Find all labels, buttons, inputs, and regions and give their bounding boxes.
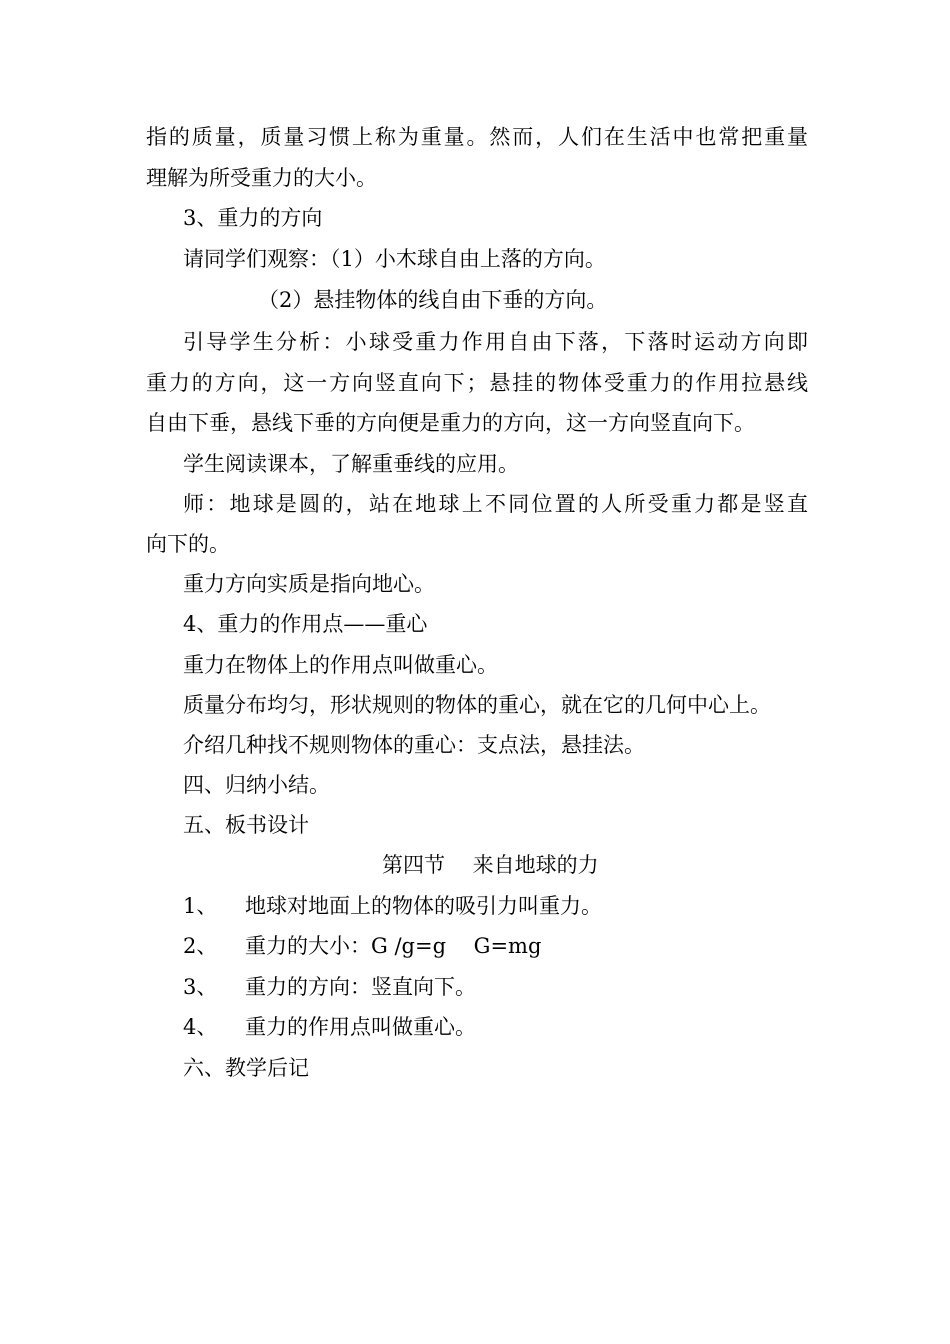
paragraph-line: 重力在物体上的作用点叫做重心。 [183, 653, 498, 677]
paragraph-line: 指的质量，质量习惯上称为重量。然而，人们在生活中也常把重量 [146, 125, 808, 149]
paragraph-line: 介绍几种找不规则物体的重心：支点法，悬挂法。 [183, 733, 645, 757]
board-item [183, 973, 476, 1001]
board-item-number: 3、 [183, 975, 218, 999]
board-item [183, 932, 541, 960]
board-item-text: 地球对地面上的物体的吸引力叫重力。 [245, 894, 602, 918]
paragraph-line: 质量分布均匀，形状规则的物体的重心，就在它的几何中心上。 [183, 693, 771, 717]
section-heading: 六、教学后记 [183, 1056, 309, 1080]
paragraph-line: 重力的方向，这一方向竖直向下；悬挂的物体受重力的作用拉悬线 [146, 371, 808, 395]
paragraph-line: 理解为所受重力的大小。 [146, 166, 377, 190]
board-item-number: 1、 [183, 894, 218, 918]
section-heading: 四、归纳小结。 [183, 773, 330, 797]
board-item-text: 重力的方向：竖直向下。 [245, 975, 476, 999]
paragraph-line: 引导学生分析：小球受重力作用自由下落，下落时运动方向即 [183, 330, 808, 354]
paragraph-line: 学生阅读课本，了解重垂线的应用。 [183, 452, 519, 476]
paragraph-line: 请同学们观察：（1）小木球自由上落的方向。 [183, 247, 606, 271]
board-item-text: 重力的大小：G /g=g G=mg [245, 934, 542, 958]
section-heading: 4、重力的作用点——重心 [183, 612, 428, 636]
board-item-number: 4、 [183, 1015, 218, 1039]
paragraph-line: 向下的。 [146, 532, 230, 556]
paragraph-line: （2）悬挂物体的线自由下垂的方向。 [258, 288, 608, 312]
paragraph-line: 重力方向实质是指向地心。 [183, 572, 435, 596]
board-title: 第四节 来自地球的力 [382, 853, 599, 877]
board-item [183, 892, 602, 920]
board-item [183, 1013, 476, 1041]
paragraph-line: 自由下垂，悬线下垂的方向便是重力的方向，这一方向竖直向下。 [146, 411, 755, 435]
section-heading: 3、重力的方向 [183, 206, 323, 230]
board-item-number: 2、 [183, 934, 218, 958]
board-item-text: 重力的作用点叫做重心。 [245, 1015, 476, 1039]
section-heading: 五、板书设计 [183, 813, 309, 837]
paragraph-line: 师：地球是圆的，站在地球上不同位置的人所受重力都是竖直 [183, 492, 808, 516]
